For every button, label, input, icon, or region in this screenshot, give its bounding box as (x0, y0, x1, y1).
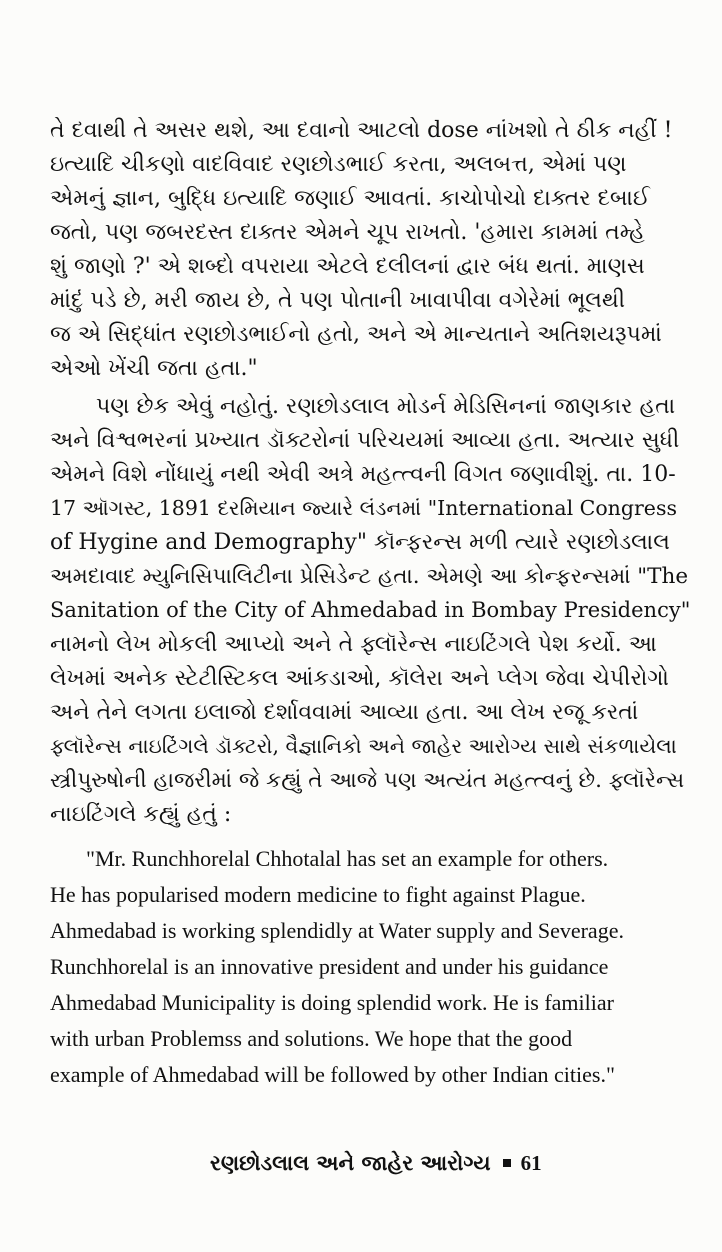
running-title: રણછોડલાલ અને જાહેર આરોગ્ય (210, 1150, 491, 1175)
quote-line: Ahmedabad is working splendidly at Water supply and Severage. (50, 918, 624, 943)
text-line: પણ છેક એવું નહોતું. રણછોડલાલ મોડર્ન મેડિસિનનાં જાણકાર હતા (96, 394, 676, 419)
quote-line: "Mr. Runchhorelal Chhotalal has set an example for others. (86, 846, 609, 871)
text-line: એમનું જ્ઞાન, બુદ્ધિ ઇત્યાદિ જણાઈ આવતાં. કાચોપોચો દાક્તર દબાઈ (50, 186, 650, 211)
quote-line: example of Ahmedabad will be followed by other Indian cities." (50, 1062, 615, 1087)
text-line: અને તેને લગતા ઇલાજો દર્શાવવામાં આવ્યા હતા. આ લેખ રજૂ કરતાં (50, 700, 639, 725)
text-line: માંદું પડે છે, મરી જાય છે, તે પણ પોતાની ખાવાપીવા વગેરેમાં ભૂલથી (50, 288, 626, 313)
text-line: નાઇટિંગલે કહ્યું હતું : (50, 802, 232, 827)
text-line: તે દવાથી તે અસર થશે, આ દવાનો આટલો dose નાંખશો તે ઠીક નહીં ! (50, 118, 673, 143)
text-line: એઓ ખેંચી જતા હતા." (50, 356, 258, 381)
text-line: લેખમાં અનેક સ્ટેટીસ્ટિકલ આંકડાઓ, કૉલેરા અને પ્લેગ જેવા ચેપીરોગો (50, 666, 669, 691)
text-line: એમને વિશે નોંધાયું નથી એવી અત્રે મહત્ત્વની વિગત જણાવીશું. તા. 10- (50, 462, 676, 487)
text-line: જતો, પણ જબરદસ્ત દાક્તર એમને ચૂપ રાખતો. 'હમારા કામમાં તમ્હે (50, 220, 645, 245)
quote-line: Runchhorelal is an innovative president and under his guidance (50, 954, 609, 979)
text-line: જ એ સિદ્ધાંત રણછોડભાઈનો હતો, અને એ માન્યતાને અતિશયરૂપમાં (50, 322, 662, 347)
text-line: 17 ઑગસ્ટ, 1891 દરમિયાન જ્યારે લંડનમાં "International Congress (50, 496, 677, 520)
text-line: અને વિશ્વભરનાં પ્રખ્યાત ડૉક્ટરોનાં પરિચયમાં આવ્યા હતા. અત્યાર સુધી (50, 428, 680, 453)
text-line: ઇત્યાદિ ચીકણો વાદવિવાદ રણછોડભાઈ કરતા, અલબત્ત, એમાં પણ (50, 152, 627, 177)
page-footer (210, 1150, 550, 1176)
text-line: of Hygine and Demography" કૉન્ફરન્સ મળી ત્યારે રણછોડલાલ (50, 530, 670, 555)
text-line: અમદાવાદ મ્યુનિસિપાલિટીના પ્રેસિડેન્ટ હતા. એમણે આ કોન્ફરન્સમાં "The (50, 564, 689, 589)
text-line: Sanitation of the City of Ahmedabad in Bombay Presidency" (50, 598, 691, 622)
quote-line: He has popularised modern medicine to fight against Plague. (50, 882, 586, 907)
quote-line: Ahmedabad Municipality is doing splendid work. He is familiar (50, 990, 614, 1015)
page-number: 61 (520, 1151, 542, 1175)
quote-line: with urban Problemss and solutions. We hope that the good (50, 1026, 573, 1051)
text-line: ફ્લૉરેન્સ નાઇટિંગલે ડૉક્ટરો, વૈજ્ઞાનિકો અને જાહેર આરોગ્ય સાથે સંકળાયેલા (50, 734, 677, 758)
text-line: નામનો લેખ મોકલી આપ્યો અને તે ફ્લૉરેન્સ નાઇટિંગલે પેશ કર્યો. આ (50, 632, 657, 657)
text-line: સ્ત્રીપુરુષોની હાજરીમાં જે કહ્યું તે આજે પણ અત્યંત મહત્ત્વનું છે. ફ્લૉરેન્સ (50, 768, 685, 793)
text-line: શું જાણો ?' એ શબ્દો વપરાયા એટલે દલીલનાં દ્વાર બંધ થતાં. માણસ (50, 254, 645, 279)
separator-square-icon (503, 1159, 511, 1167)
